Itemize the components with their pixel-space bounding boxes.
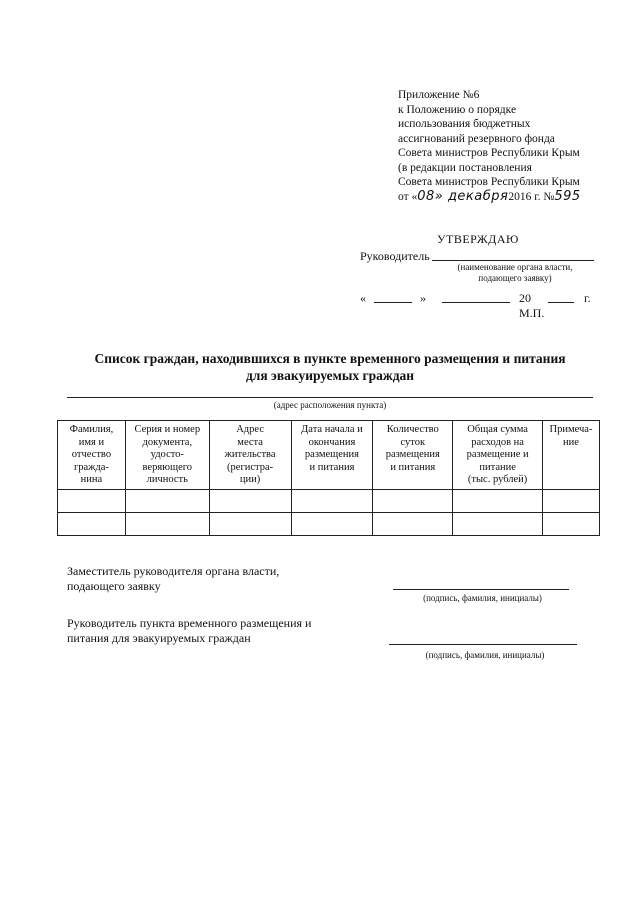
address-line: [67, 397, 593, 398]
table-cell: [291, 489, 373, 512]
table-cell: [209, 489, 291, 512]
table-cell: [453, 489, 543, 512]
date-prefix: от «: [398, 190, 418, 203]
address-caption: (адрес расположения пункта): [273, 400, 387, 410]
deputy-label-line-1: Заместитель руководителя органа власти,: [67, 564, 280, 578]
header-text: и питания: [390, 461, 436, 473]
table-cell: [543, 512, 600, 535]
header-text: отчество: [71, 449, 112, 460]
quote-close: »: [420, 291, 426, 305]
point-head-label-line-1: Руководитель пункта временного размещения и: [67, 616, 312, 630]
column-header: [543, 421, 600, 490]
header-text: Адрес: [236, 424, 264, 435]
column-header: [58, 421, 126, 490]
header-text: Количество: [386, 424, 439, 435]
table-row: [58, 489, 600, 512]
header-text: нина: [80, 474, 103, 485]
appendix-line: (в редакции постановления: [398, 161, 532, 174]
table-cell: [543, 489, 600, 512]
appendix-line: ассигнований резервного фонда: [398, 132, 555, 145]
column-header: [125, 421, 209, 490]
header-text: жительства: [224, 449, 276, 460]
head-caption-2: подающего заявку): [478, 273, 552, 283]
deputy-label-line-2: подающего заявку: [67, 579, 161, 593]
header-text: питание: [479, 461, 516, 473]
header-text: окончания: [308, 436, 356, 448]
appendix-date-line: [398, 190, 618, 205]
citizens-table: [57, 420, 600, 536]
header-text: документа,: [142, 436, 193, 448]
appendix-line: Совета министров Республики Крым: [398, 147, 580, 159]
header-text: удосто-: [150, 449, 184, 460]
head-caption-1: (наименование органа власти,: [457, 262, 573, 272]
point-head-label-line-2: питания для эвакуируемых граждан: [67, 631, 251, 645]
header-text: размещение и: [466, 449, 529, 460]
approval-title: УТВЕРЖДАЮ: [437, 232, 519, 246]
header-text: личность: [146, 474, 188, 485]
handwritten-date: 08» декабря: [417, 188, 509, 204]
table-cell: [291, 512, 373, 535]
table-cell: [453, 512, 543, 535]
header-text: ние: [563, 436, 579, 448]
deputy-signature-caption: (подпись, фамилия, инициалы): [423, 593, 542, 603]
header-text: и питания: [309, 461, 355, 473]
table-cell: [125, 512, 209, 535]
column-header: [373, 421, 453, 490]
appendix-line: Совета министров Республики Крым: [398, 176, 580, 188]
month-line: [442, 302, 510, 303]
handwritten-number: 595: [554, 188, 581, 204]
header-text: Примеча-: [549, 424, 593, 435]
document-title-line-2: для эвакуируемых граждан: [245, 368, 415, 383]
header-text: Фамилия,: [69, 424, 114, 435]
head-signature-line: [432, 260, 594, 261]
appendix-block: [398, 88, 618, 204]
year-suffix: г.: [584, 291, 591, 305]
header-text: (тыс. рублей): [467, 474, 528, 485]
date-suffix: 2016 г. №: [508, 190, 555, 203]
header-text: Общая сумма: [467, 424, 528, 435]
header-text: веряющего: [142, 461, 193, 473]
header-text: Серия и номер: [134, 424, 201, 435]
column-header: [209, 421, 291, 490]
header-text: размещения: [385, 449, 440, 460]
year-prefix: 20: [519, 291, 531, 305]
column-header: [453, 421, 543, 490]
table-row: [58, 512, 600, 535]
header-text: ции): [239, 474, 261, 485]
header-text: (регистра-: [227, 461, 274, 473]
header-text: имя и: [78, 436, 105, 448]
table-cell: [209, 512, 291, 535]
table-cell: [125, 489, 209, 512]
header-text: расходов на: [471, 436, 524, 448]
table-cell: [58, 512, 126, 535]
head-label: Руководитель: [360, 249, 430, 263]
table-header-row: [58, 421, 600, 490]
header-text: суток: [400, 436, 426, 448]
header-text: гражда-: [73, 461, 109, 473]
table-cell: [373, 512, 453, 535]
header-text: места: [237, 436, 263, 448]
year-line: [548, 302, 574, 303]
deputy-signature-line: [393, 589, 569, 590]
document-title: Список граждан, находившихся в пункте временного размещения и питания: [94, 351, 566, 366]
header-text: Дата начала и: [301, 424, 363, 435]
appendix-line: использования бюджетных: [398, 118, 531, 130]
column-header: [291, 421, 373, 490]
day-line: [374, 302, 412, 303]
point-head-signature-line: [389, 644, 577, 645]
appendix-line: к Положению о порядке: [398, 103, 517, 116]
table-cell: [373, 489, 453, 512]
table-cell: [58, 489, 126, 512]
header-text: размещения: [304, 449, 359, 460]
quote-open: «: [360, 291, 366, 305]
stamp-label: М.П.: [519, 306, 545, 320]
appendix-line: Приложение №6: [398, 89, 480, 101]
point-head-signature-caption: (подпись, фамилия, инициалы): [425, 650, 545, 660]
